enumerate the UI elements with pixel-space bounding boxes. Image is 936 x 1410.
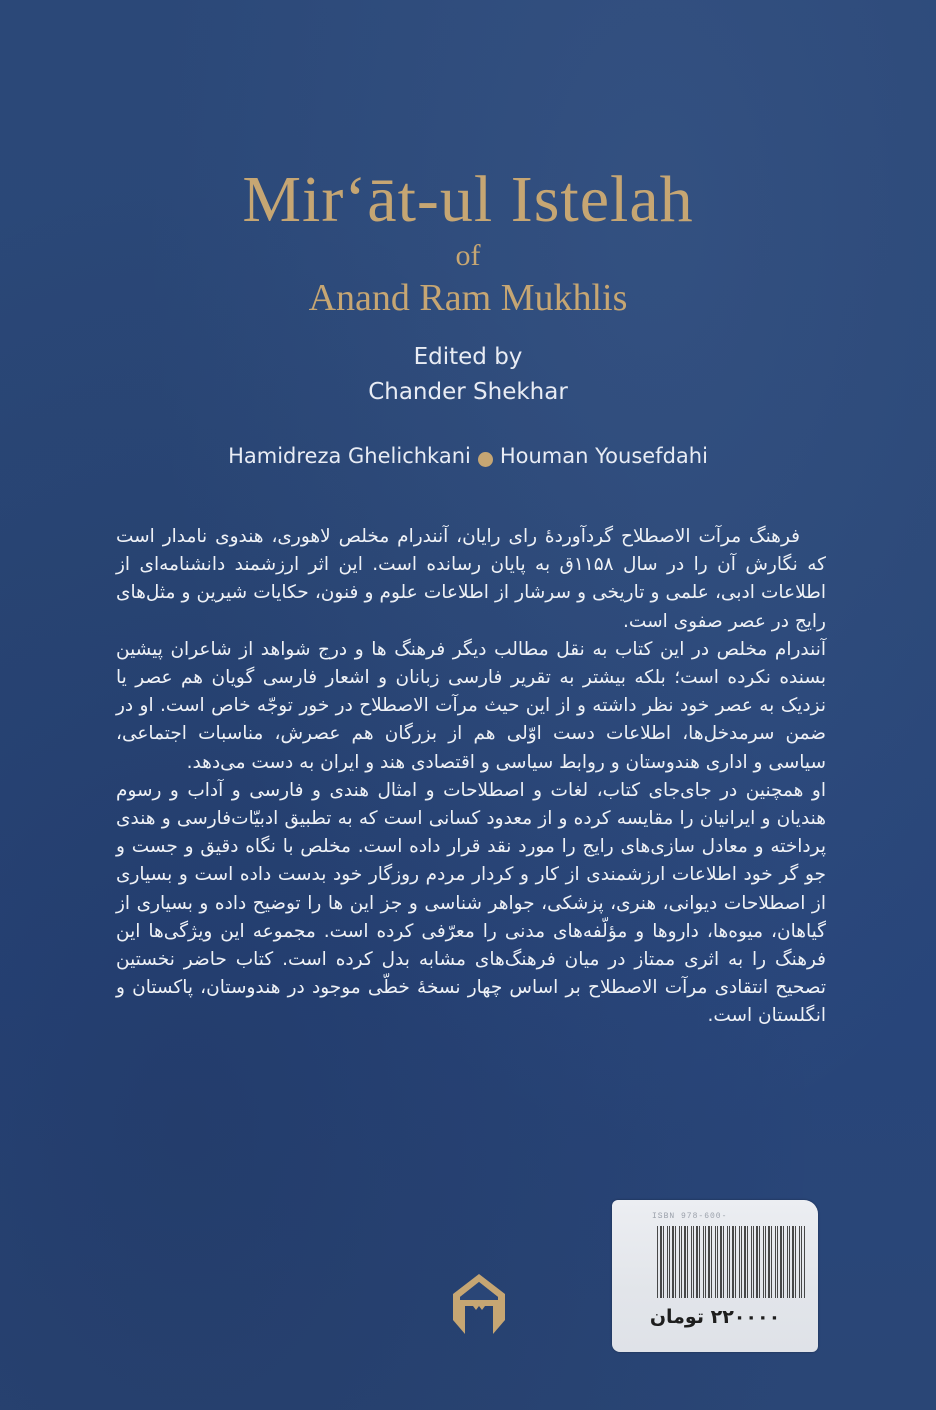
contributor-2: Houman Yousefdahi xyxy=(499,444,708,468)
contributor-1: Hamidreza Ghelichkani xyxy=(228,444,471,468)
description-paragraph-1: فرهنگ مرآت الاصطلاح گردآوردهٔ رای رایان، آنندرام مخلص لاهوری، هندوی نامدار است که نگارش آن را در سال ۱۱۵۸ق به پایان رسانده است. این اثر ارزشمند دانشنامه‌ای از اطلاعات ادبی، علمی و تاریخی و سرشار از اطلاعات علوم و فنون، حکایات شیرین و مثل‌های رایج در عصر صفوی است. xyxy=(116,526,826,632)
description-paragraph-2: آنندرام مخلص در این کتاب به نقل مطالب دیگر فرهنگ ها و درج شواهد از شاعران پیشین بسنده نکرده است؛ بلکه بیشتر به تقریر فارسی زبانان و اشعار فارسی گویان هم عصر یا نزدیک به عصر خود نظر داشته و از این حیث مرآت الاصطلاح در خور توجّه خاص است. او در ضمن سرمدخل‌ها، اطلاعات دست اوّلی هم از بزرگان هم عصرش، مناسبات اجتماعی، سیاسی و اداری هندوستان و روابط سیاسی و اقتصادی هند و ایران به دست می‌دهد. xyxy=(116,638,826,773)
description-text xyxy=(116,523,826,1031)
publisher-logo-icon xyxy=(449,1272,509,1336)
price-sticker xyxy=(612,1200,818,1352)
book-title: Mir‘āt-ul Istelah xyxy=(242,163,694,236)
isbn-text: ISBN 978-600- xyxy=(652,1212,728,1220)
contributors-line xyxy=(0,438,936,474)
price-label: ۲۲۰۰۰۰ تومان xyxy=(649,1306,781,1328)
title-of: of xyxy=(455,239,481,272)
book-author: Anand Ram Mukhlis xyxy=(308,277,628,319)
description-paragraph-3: او همچنین در جای‌جای کتاب، لغات و اصطلاحات و امثال هندی و فارسی و آداب و رسوم هندیان و ایرانیان را مقایسه کرده و از معدود کسانی است که به تطبیق ادبیّات‌فارسی و هندی پرداخته و معادل سازی‌های رایج را مورد نقد قرار داده است. مخلص با نگاه دقیق و جست و جو گر خود اطلاعات ارزشمندی از کار و کردار مردم روزگار خود بدست داده است و بسیاری از اصطلاحات دیوانی، هنری، پزشکی، جواهر شناسی و جز این ها را توضیح داده و بسیاری از گیاهان، میوه‌ها، داروها و مؤلّفه‌های مدنی را معرّفی کرده است. مجموعه این ویژگی‌ها این فرهنگ را به اثری ممتاز در میان فرهنگ‌های مشابه بدل کرده است. کتاب حاضر نخستین تصحیح انتقادی مرآت الاصطلاح بر اساس چهار نسخهٔ خطّی موجود در هندوستان، پاکستان و انگلستان است. xyxy=(116,779,826,1027)
edited-by-label: Edited by xyxy=(413,344,523,370)
editor-name: Chander Shekhar xyxy=(368,379,568,405)
gold-dot-icon xyxy=(478,452,493,467)
barcode-icon xyxy=(657,1226,805,1298)
